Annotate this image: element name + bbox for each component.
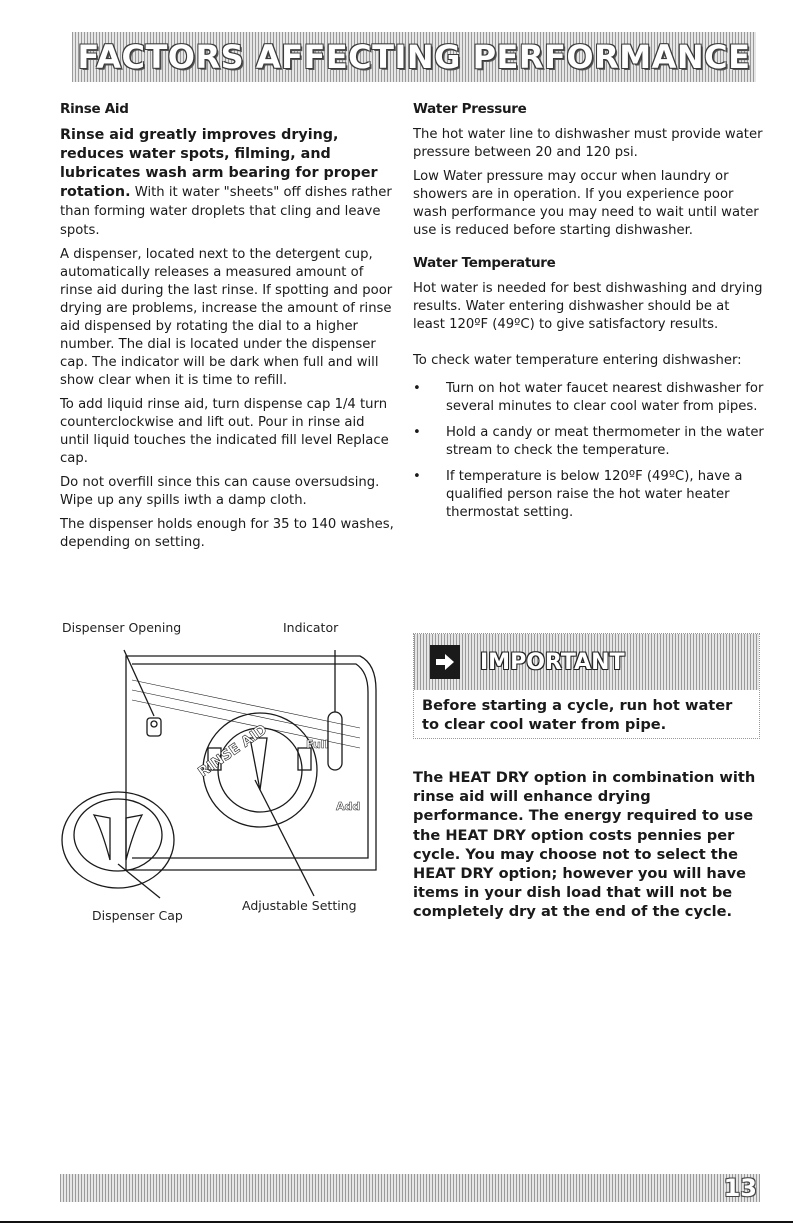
- water-section: [413, 100, 765, 530]
- heat-dry-paragraph: The HEAT DRY option in combination with rinse aid will enhance drying performance. The energy required to use the HEAT DRY option costs pennies per cycle. You may choose not to select the HEAT DRY option; however you will have items in your dish load that will not be completely dry at the end of the cycle.: [413, 769, 756, 921]
- important-text: Before starting a cycle, run hot water to clear cool water from pipe.: [422, 697, 733, 733]
- list-item: • Turn on hot water faucet nearest dishwasher for several minutes to clear cool water from pipes.: [413, 380, 765, 416]
- water-temperature-paragraph-2: To check water temperature entering dishwasher:: [413, 353, 742, 368]
- rinse-aid-intro: [60, 126, 396, 240]
- page-number: 13: [723, 1174, 757, 1202]
- rinse-aid-intro-rest: With it water "sheets" off dishes rather than forming water droplets that cling and leave spots.: [60, 185, 392, 238]
- label-indicator: Indicator: [283, 620, 339, 635]
- footer-bar: [60, 1174, 760, 1202]
- rinse-aid-paragraph-capacity: The dispenser holds enough for 35 to 140 washes, depending on setting.: [60, 517, 394, 550]
- dial-label-text: RINSE AID: [195, 721, 271, 781]
- important-header: [414, 634, 759, 690]
- rinse-aid-intro-bold: Rinse aid greatly improves drying, reduces water spots, filming, and lubricates wash arm bearing for proper rotation.: [60, 127, 378, 200]
- important-title: IMPORTANT: [480, 649, 625, 675]
- water-pressure-heading: Water Pressure: [413, 101, 527, 117]
- label-dispenser-cap: Dispenser Cap: [92, 908, 183, 923]
- add-marking: Add: [336, 800, 361, 813]
- rinse-aid-heading: Rinse Aid: [60, 101, 129, 117]
- temperature-check-list: [413, 380, 765, 522]
- label-dispenser-opening: Dispenser Opening: [62, 620, 182, 635]
- list-item: • If temperature is below 120ºF (49ºC), have a qualified person raise the hot water heater thermostat setting.: [413, 468, 765, 522]
- full-marking: Full: [306, 738, 329, 751]
- page-header-banner: [72, 32, 756, 82]
- page-title: FACTORS AFFECTING PERFORMANCE: [77, 38, 751, 76]
- arrow-right-icon: [430, 645, 460, 679]
- rinse-aid-paragraph-dispenser: A dispenser, located next to the detergent cup, automatically releases a measured amount of rinse aid during the last rinse. If spotting and poor drying are problems, increase the amount of rinse aid dispensed by rotating the dial to a higher number. The dial is located under the dispenser cap. The indicator will be dark when full and will show clear when it is time to refill.: [60, 247, 393, 388]
- rinse-aid-section: [60, 100, 396, 558]
- water-temperature-paragraph-1: Hot water is needed for best dishwashing and drying results. Water entering dishwasher should be at least 120ºF (49ºC) to give satisfactory results.: [413, 281, 763, 332]
- rinse-aid-paragraph-add: To add liquid rinse aid, turn dispense cap 1/4 turn counterclockwise and lift out. Pour in rinse aid until liquid touches the indicated fill level Replace cap.: [60, 397, 389, 466]
- list-item: • Hold a candy or meat thermometer in the water stream to check the temperature.: [413, 424, 765, 460]
- dispenser-illustration: [60, 620, 396, 930]
- water-temperature-heading: Water Temperature: [413, 255, 556, 271]
- rinse-aid-paragraph-overfill: Do not overfill since this can cause oversudsing. Wipe up any spills iwth a damp cloth.: [60, 475, 380, 508]
- rinse-aid-dispenser-diagram: [60, 620, 396, 930]
- bottom-divider: [0, 1221, 793, 1223]
- water-pressure-paragraph-2: Low Water pressure may occur when laundry or showers are in operation. If you experience poor wash performance you may need to wait until water use is reduced before starting dishwasher.: [413, 169, 759, 238]
- water-pressure-paragraph-1: The hot water line to dishwasher must provide water pressure between 20 and 120 psi.: [413, 127, 763, 160]
- important-callout: [413, 633, 760, 739]
- label-adjustable-setting: Adjustable Setting: [242, 898, 357, 913]
